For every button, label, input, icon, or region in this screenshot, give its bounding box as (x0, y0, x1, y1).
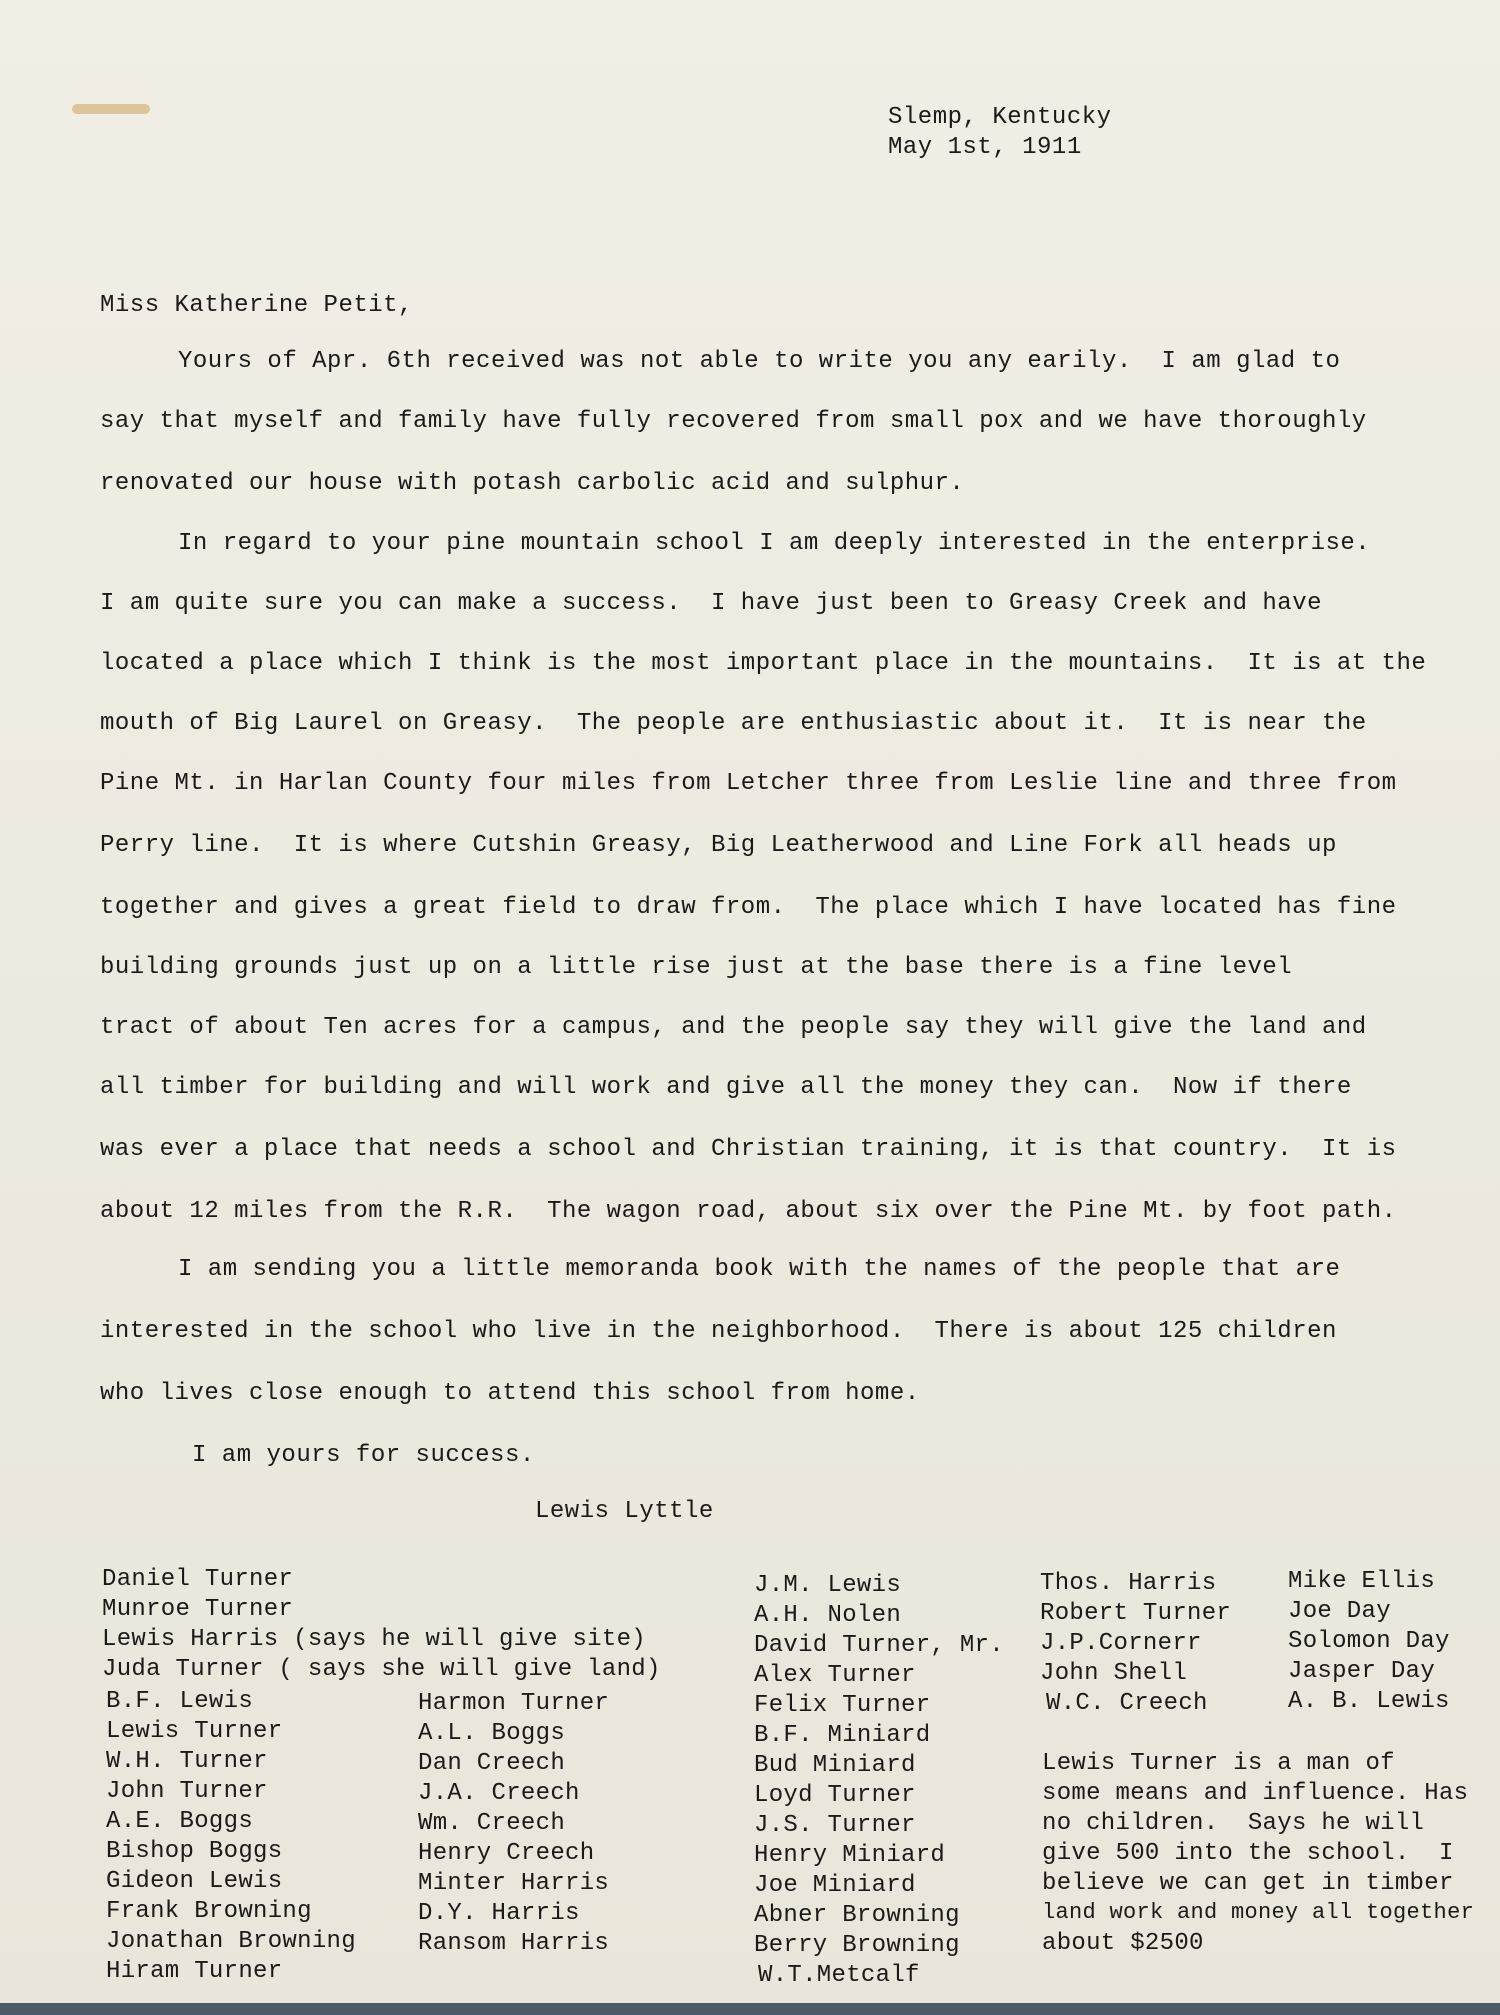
list-item: Felix Turner (754, 1692, 931, 1719)
list-item: Lewis Turner (106, 1718, 283, 1745)
list-item: Gideon Lewis (106, 1868, 283, 1895)
list-item: J.A. Creech (418, 1780, 580, 1807)
list-item: Abner Browning (754, 1902, 960, 1929)
list-item: Joe Day (1288, 1598, 1391, 1625)
header-place: Slemp, Kentucky (888, 104, 1112, 131)
list-item: W.H. Turner (106, 1748, 268, 1775)
list-item: J.P.Cornerr (1040, 1630, 1202, 1657)
list-item: A.L. Boggs (418, 1720, 566, 1747)
list-item: Jonathan Browning (106, 1928, 356, 1955)
note-line: some means and influence. Has (1042, 1780, 1469, 1807)
list-item: Daniel Turner (102, 1566, 294, 1593)
list-item: Berry Browning (754, 1932, 960, 1959)
paragraph-line: In regard to your pine mountain school I am deeply interested in the enterprise. (178, 530, 1371, 557)
list-item: Frank Browning (106, 1898, 312, 1925)
list-item: Dan Creech (418, 1750, 566, 1777)
note-line: give 500 into the school. I (1042, 1840, 1454, 1867)
list-item: J.S. Turner (754, 1812, 916, 1839)
list-item: Henry Creech (418, 1840, 595, 1867)
list-item: Hiram Turner (106, 1958, 283, 1985)
list-item: B.F. Lewis (106, 1688, 254, 1715)
list-item: A. B. Lewis (1288, 1688, 1450, 1715)
list-item: Thos. Harris (1040, 1570, 1217, 1597)
list-item: J.M. Lewis (754, 1572, 902, 1599)
note-line: no children. Says he will (1042, 1810, 1425, 1837)
list-item: Jasper Day (1288, 1658, 1436, 1685)
note-line: Lewis Turner is a man of (1042, 1750, 1395, 1777)
paragraph-line: interested in the school who live in the neighborhood. There is about 125 children (100, 1318, 1337, 1345)
closing: I am yours for success. (192, 1442, 535, 1469)
paragraph-line: Perry line. It is where Cutshin Greasy, Big Leatherwood and Line Fork all heads up (100, 832, 1337, 859)
list-item: Bishop Boggs (106, 1838, 283, 1865)
list-item: Ransom Harris (418, 1930, 610, 1957)
list-item: John Turner (106, 1778, 268, 1805)
note-line: about $2500 (1042, 1930, 1204, 1957)
list-item: Loyd Turner (754, 1782, 916, 1809)
list-item: David Turner, Mr. (754, 1632, 1004, 1659)
paragraph-line: I am quite sure you can make a success. I have just been to Greasy Creek and have (100, 590, 1322, 617)
list-item: Alex Turner (754, 1662, 916, 1689)
header-date: May 1st, 1911 (888, 134, 1082, 161)
list-item: D.Y. Harris (418, 1900, 580, 1927)
paragraph-line: together and gives a great field to draw from. The place which I have located has fine (100, 894, 1397, 921)
paragraph-line: Pine Mt. in Harlan County four miles from Letcher three from Leslie line and three from (100, 770, 1397, 797)
paragraph-line: about 12 miles from the R.R. The wagon road, about six over the Pine Mt. by foot path. (100, 1198, 1397, 1225)
signature: Lewis Lyttle (535, 1498, 714, 1525)
list-item: Joe Miniard (754, 1872, 916, 1899)
list-item: B.F. Miniard (754, 1722, 931, 1749)
list-item: A.E. Boggs (106, 1808, 254, 1835)
paragraph-line: building grounds just up on a little rise just at the base there is a fine level (100, 954, 1293, 981)
list-item: W.T.Metcalf (758, 1962, 920, 1989)
paragraph-line: all timber for building and will work and give all the money they can. Now if there (100, 1074, 1352, 1101)
list-item: Harmon Turner (418, 1690, 610, 1717)
list-item: W.C. Creech (1046, 1690, 1208, 1717)
list-item: Juda Turner ( says she will give land) (102, 1656, 661, 1683)
paragraph-line: renovated our house with potash carbolic acid and sulphur. (100, 470, 965, 497)
list-item: Robert Turner (1040, 1600, 1232, 1627)
list-item: Munroe Turner (102, 1596, 294, 1623)
note-line: land work and money all together (1042, 1900, 1475, 1925)
paper-stain (72, 104, 150, 114)
paragraph-line: who lives close enough to attend this school from home. (100, 1380, 920, 1407)
list-item: Minter Harris (418, 1870, 610, 1897)
paragraph-line: was ever a place that needs a school and Christian training, it is that country. It is (100, 1136, 1397, 1163)
paragraph-line: say that myself and family have fully recovered from small pox and we have thoroughly (100, 408, 1367, 435)
paragraph-line: mouth of Big Laurel on Greasy. The people are enthusiastic about it. It is near the (100, 710, 1367, 737)
note-line: believe we can get in timber (1042, 1870, 1454, 1897)
list-item: Lewis Harris (says he will give site) (102, 1626, 646, 1653)
list-item: Wm. Creech (418, 1810, 566, 1837)
paragraph-line: I am sending you a little memoranda book with the names of the people that are (178, 1256, 1341, 1283)
paragraph-line: tract of about Ten acres for a campus, and the people say they will give the land and (100, 1014, 1367, 1041)
list-item: Henry Miniard (754, 1842, 946, 1869)
list-item: Mike Ellis (1288, 1568, 1436, 1595)
list-item: John Shell (1040, 1660, 1188, 1687)
list-item: Bud Miniard (754, 1752, 916, 1779)
paragraph-line: Yours of Apr. 6th received was not able to write you any earily. I am glad to (178, 348, 1341, 375)
salutation: Miss Katherine Petit, (100, 292, 413, 319)
list-item: A.H. Nolen (754, 1602, 902, 1629)
paragraph-line: located a place which I think is the most important place in the mountains. It is at the (100, 650, 1427, 677)
list-item: Solomon Day (1288, 1628, 1450, 1655)
scan-edge (0, 2003, 1500, 2015)
